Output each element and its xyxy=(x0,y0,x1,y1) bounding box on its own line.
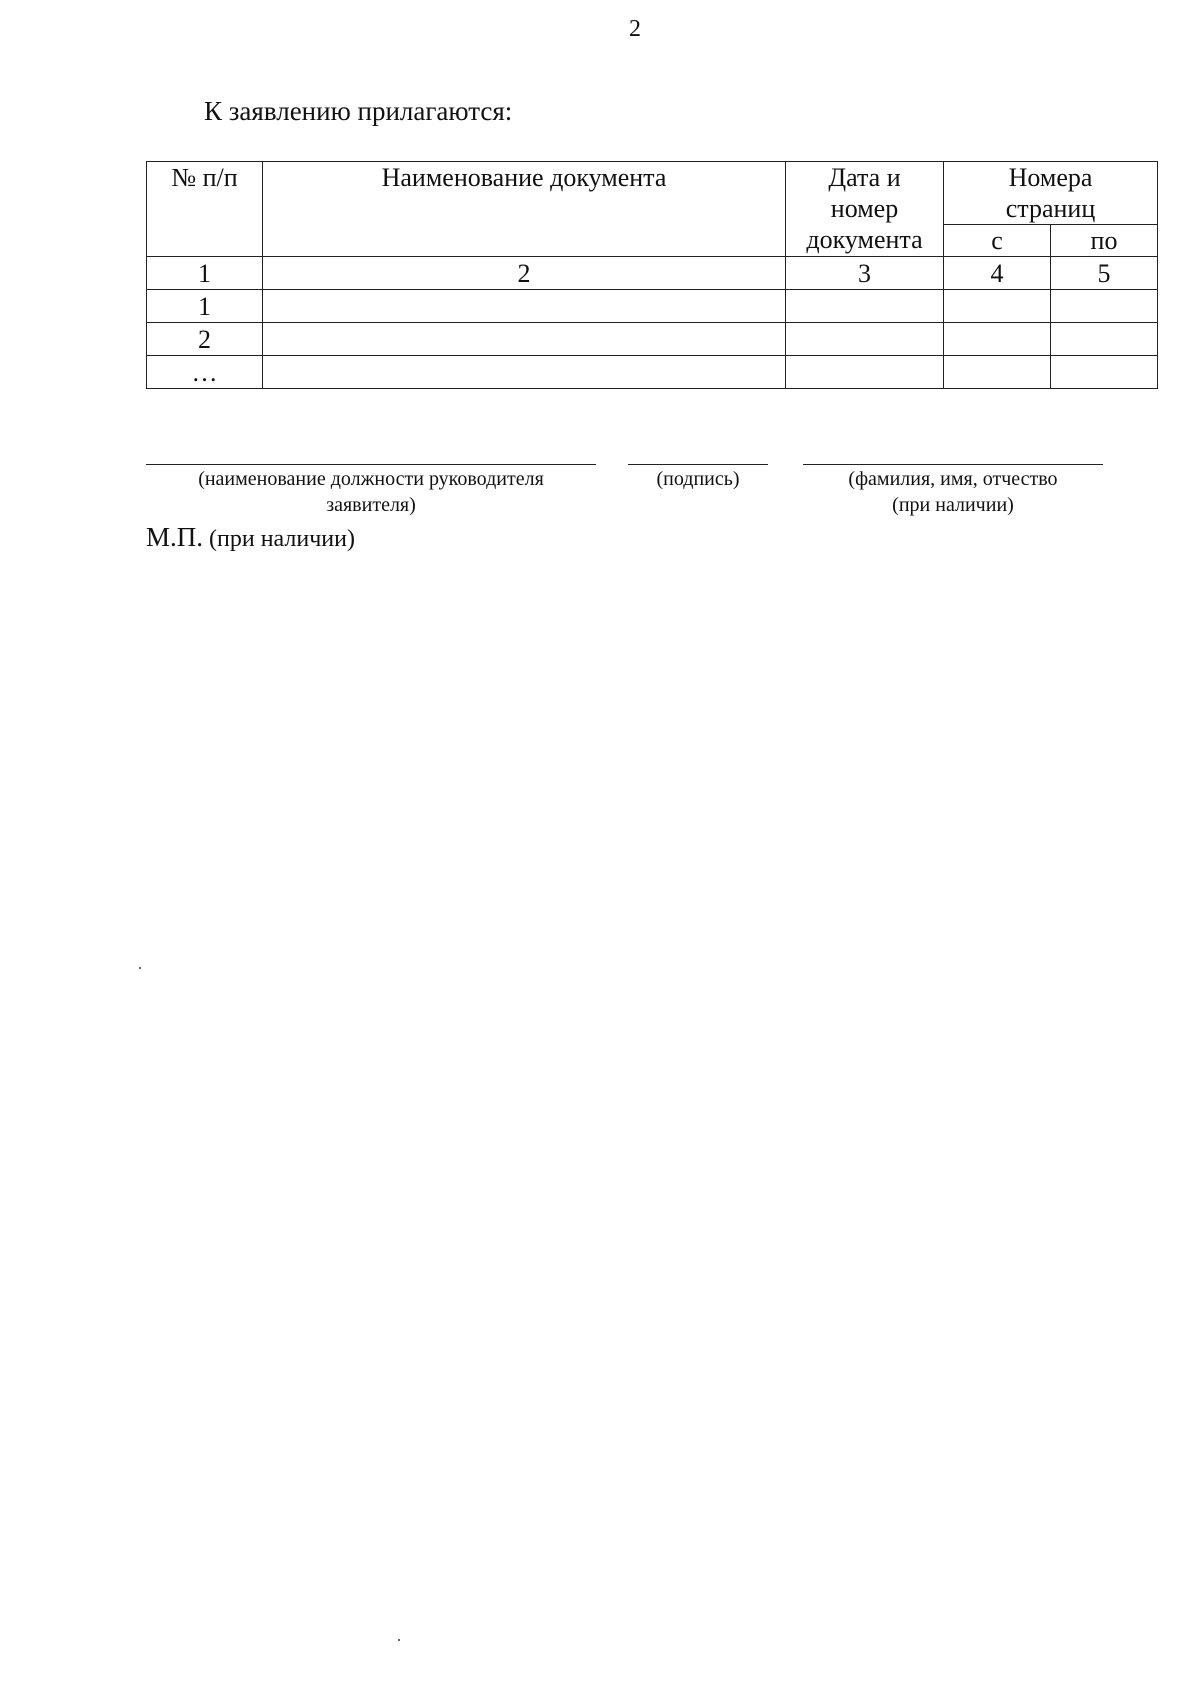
row-page-from xyxy=(944,356,1051,389)
row-document-name xyxy=(263,290,786,323)
stamp-place-condition: (при наличии) xyxy=(209,526,355,552)
position-caption-line2: заявителя) xyxy=(326,494,416,516)
column-number: 2 xyxy=(263,257,786,290)
header-page-from: с xyxy=(944,225,1051,257)
header-date-number xyxy=(786,162,944,257)
header-date-line1: Дата и xyxy=(828,163,901,192)
position-caption xyxy=(146,466,596,518)
signature-line xyxy=(628,464,768,465)
header-document-name: Наименование документа xyxy=(263,162,786,257)
signature-caption xyxy=(628,466,768,492)
full-name-caption-line2: (при наличии) xyxy=(892,494,1014,516)
table-row xyxy=(147,290,1158,323)
header-pages-line2: страниц xyxy=(1005,194,1096,223)
header-date-line2: номер xyxy=(830,194,899,223)
signature-caption-line: (подпись) xyxy=(656,468,740,490)
column-number-row xyxy=(147,257,1158,290)
full-name-caption-line1: (фамилия, имя, отчество xyxy=(848,468,1058,490)
row-document-name xyxy=(263,356,786,389)
row-page-to xyxy=(1051,290,1158,323)
stamp-place-label: М.П. xyxy=(146,522,204,552)
scan-speck xyxy=(398,1639,400,1641)
position-caption-line1: (наименование должности руководителя xyxy=(198,468,544,490)
table-row xyxy=(147,356,1158,389)
row-document-name xyxy=(263,323,786,356)
attachments-table xyxy=(146,161,1158,389)
row-date-number xyxy=(786,356,944,389)
header-pages-line1: Номера xyxy=(1008,163,1093,192)
column-number: 5 xyxy=(1051,257,1158,290)
row-date-number xyxy=(786,323,944,356)
header-page-numbers xyxy=(944,162,1158,225)
scan-speck xyxy=(139,967,141,969)
row-page-from xyxy=(944,290,1051,323)
row-page-to xyxy=(1051,323,1158,356)
table-row xyxy=(147,323,1158,356)
attachments-intro: К заявлению прилагаются: xyxy=(204,96,513,126)
row-num: … xyxy=(147,356,263,389)
column-number: 4 xyxy=(944,257,1051,290)
position-signature-line xyxy=(146,464,596,465)
page-number: 2 xyxy=(629,16,641,42)
column-number: 3 xyxy=(786,257,944,290)
header-num: № п/п xyxy=(147,162,263,257)
full-name-signature-line xyxy=(803,464,1103,465)
header-page-to: по xyxy=(1051,225,1158,257)
row-num: 1 xyxy=(147,290,263,323)
row-date-number xyxy=(786,290,944,323)
full-name-caption xyxy=(803,466,1103,518)
row-page-to xyxy=(1051,356,1158,389)
row-page-from xyxy=(944,323,1051,356)
stamp-place-note xyxy=(146,522,355,553)
row-num: 2 xyxy=(147,323,263,356)
column-number: 1 xyxy=(147,257,263,290)
header-date-line3: документа xyxy=(806,225,923,254)
